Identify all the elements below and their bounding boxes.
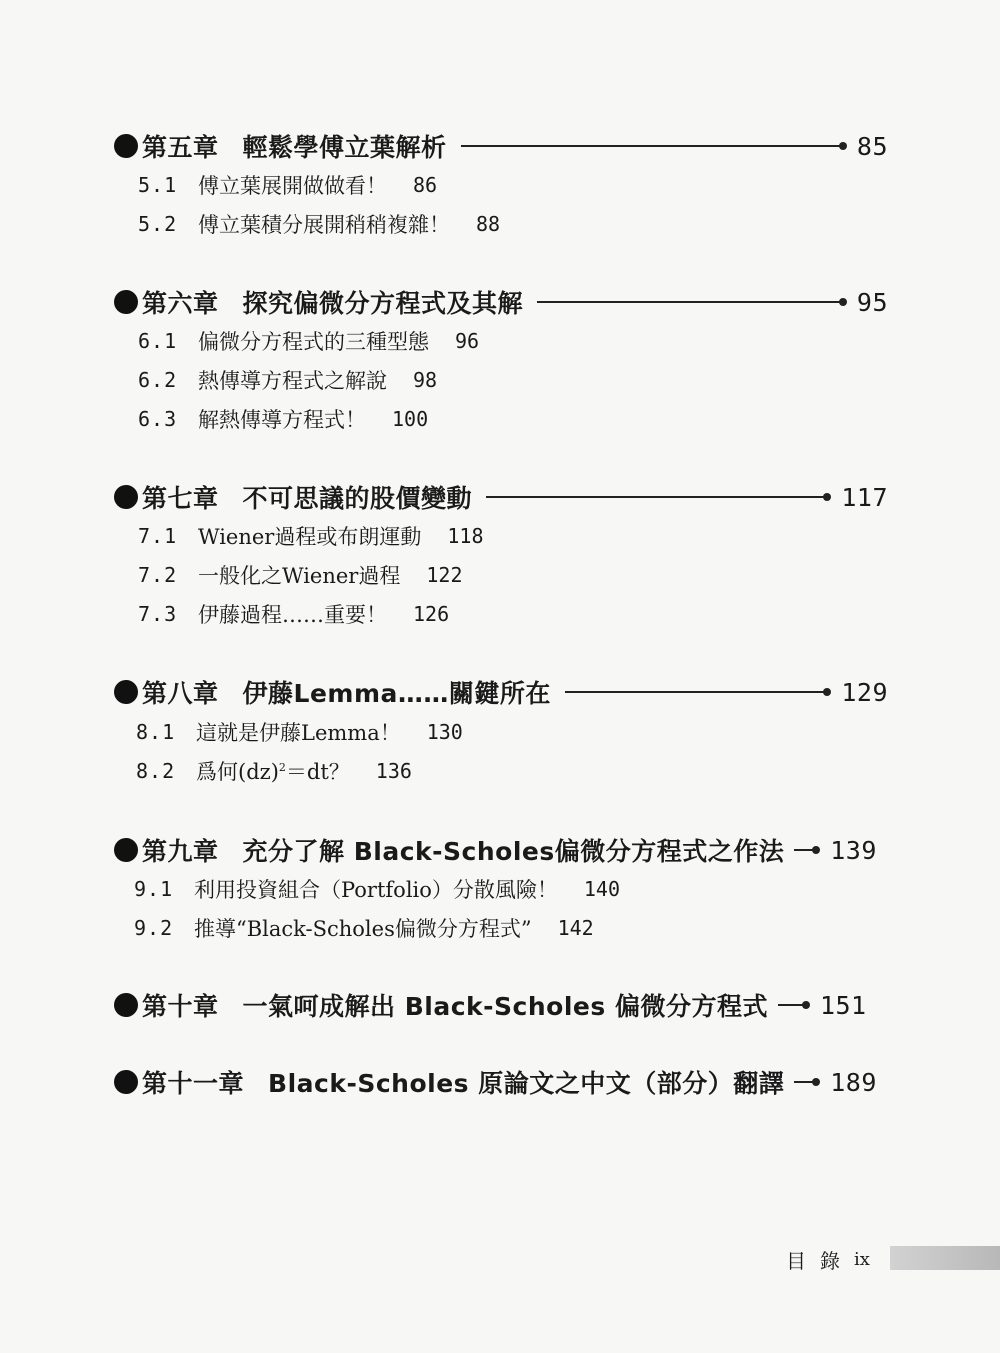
bullet-icon (114, 680, 138, 704)
chapter-number: 第六章 (142, 289, 219, 318)
page-footer (786, 1244, 870, 1274)
section-title: 熱傳導方程式之解說 (198, 369, 387, 393)
chapter-10 (114, 985, 886, 1025)
section-page: 96 (455, 329, 480, 353)
section-6-3 (138, 402, 428, 436)
section-title: 傅立葉展開做做看！ (198, 174, 387, 198)
section-8-1 (136, 715, 463, 749)
footer-title: 目錄 (786, 1248, 854, 1273)
section-title: 一般化之Wiener過程 (198, 564, 401, 588)
section-6-2 (138, 363, 437, 397)
section-page: 118 (447, 524, 484, 548)
chapter-number: 第五章 (142, 133, 219, 162)
chapter-8 (114, 672, 888, 712)
chapter-title: 伊藤Lemma……關鍵所在 (242, 679, 551, 708)
bullet-icon (114, 485, 138, 509)
section-page: 140 (583, 877, 621, 901)
section-number: 5.1 (138, 173, 178, 197)
section-number: 8.2 (136, 759, 176, 783)
section-page: 126 (413, 602, 450, 626)
superscript: 2 (278, 761, 286, 774)
section-title-suffix: ＝dt？ (285, 760, 350, 784)
leader-line (486, 496, 825, 498)
section-number: 7.2 (138, 563, 178, 587)
section-number: 8.1 (136, 720, 176, 744)
section-7-3 (138, 597, 449, 631)
leader-line (794, 849, 814, 851)
section-page: 142 (557, 916, 594, 940)
section-title: 這就是伊藤Lemma！ (196, 721, 401, 745)
leader-line (778, 1004, 804, 1006)
section-page: 122 (426, 563, 463, 587)
chapter-number: 第十一章 (142, 1069, 245, 1098)
chapter-5 (114, 126, 888, 166)
chapter-title: 充分了解 Black-Scholes偏微分方程式之作法 (242, 837, 785, 866)
chapter-number: 第八章 (142, 679, 219, 708)
section-number: 6.3 (138, 407, 178, 431)
section-number: 5.2 (138, 212, 178, 236)
section-number: 9.2 (134, 916, 174, 940)
section-8-2 (136, 754, 412, 788)
chapter-number: 第七章 (142, 484, 219, 513)
chapter-page: 129 (841, 677, 888, 707)
chapter-9 (114, 830, 888, 870)
chapter-page: 95 (856, 287, 888, 317)
section-7-1 (138, 519, 483, 553)
leader-line (461, 145, 841, 147)
section-title-prefix: 爲何(dz) (196, 760, 279, 784)
leader-line (537, 301, 841, 303)
section-title (196, 756, 350, 786)
bullet-icon (114, 134, 138, 158)
section-title: 偏微分方程式的三種型態 (198, 330, 429, 354)
section-title: 傅立葉積分展開稍稍複雜！ (198, 213, 450, 237)
bullet-icon (114, 290, 138, 314)
section-title: 利用投資組合（Portfolio）分散風險！ (194, 878, 558, 902)
chapter-number: 第十章 (142, 992, 219, 1021)
page-number: ix (854, 1248, 870, 1270)
bullet-icon (114, 838, 138, 862)
section-page: 86 (413, 173, 438, 197)
chapter-6 (114, 282, 888, 322)
chapter-number: 第九章 (142, 837, 219, 866)
section-number: 6.1 (138, 329, 178, 353)
bullet-icon (114, 993, 138, 1017)
chapter-page: 85 (856, 131, 888, 161)
leader-line (565, 691, 825, 693)
chapter-page: 189 (830, 1067, 877, 1097)
section-number: 9.1 (134, 877, 174, 901)
section-5-2 (138, 207, 500, 241)
leader-line (794, 1081, 814, 1083)
section-6-1 (138, 324, 479, 358)
chapter-11 (114, 1062, 886, 1102)
chapter-7 (114, 477, 888, 517)
chapter-title: 不可思議的股價變動 (242, 484, 473, 513)
chapter-title: Black-Scholes 原論文之中文（部分）翻譯 (268, 1069, 785, 1098)
chapter-title: 輕鬆學傅立葉解析 (242, 133, 447, 162)
section-page: 136 (375, 759, 412, 783)
section-number: 6.2 (138, 368, 178, 392)
section-9-2 (134, 911, 594, 945)
section-page: 100 (392, 407, 429, 431)
section-7-2 (138, 558, 462, 592)
chapter-title: 探究偏微分方程式及其解 (242, 289, 524, 318)
chapter-page: 117 (841, 482, 888, 512)
chapter-title: 一氣呵成解出 Black-Scholes 偏微分方程式 (242, 992, 768, 1021)
footer-bar (890, 1246, 1000, 1270)
section-5-1 (138, 168, 437, 202)
section-title: 推導“Black-Scholes偏微分方程式” (194, 917, 532, 941)
bullet-icon (114, 1070, 138, 1094)
section-number: 7.1 (138, 524, 178, 548)
chapter-page: 151 (819, 990, 867, 1020)
section-page: 88 (476, 212, 501, 236)
section-number: 7.3 (138, 602, 178, 626)
section-title: 解熱傳導方程式！ (198, 408, 366, 432)
section-title: Wiener過程或布朗運動 (198, 525, 422, 549)
chapter-page: 139 (830, 835, 877, 865)
section-title: 伊藤過程……重要！ (198, 603, 387, 627)
section-9-1 (134, 872, 620, 906)
section-page: 130 (426, 720, 463, 744)
section-page: 98 (413, 368, 438, 392)
